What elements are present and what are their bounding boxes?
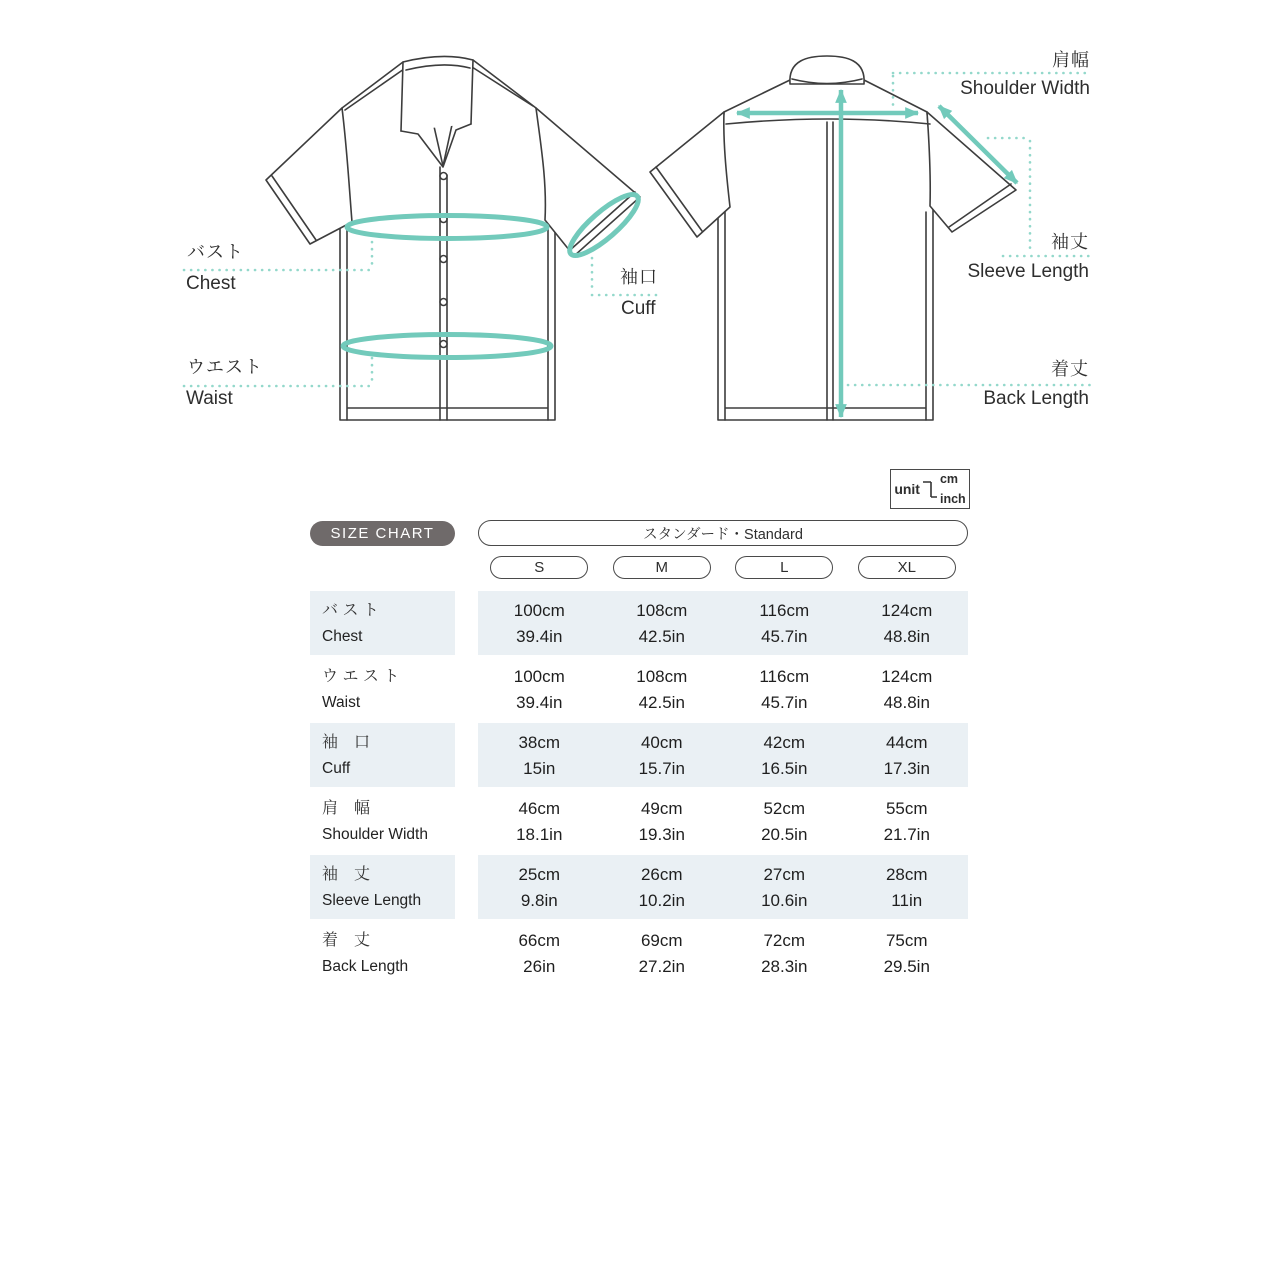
collection-pill: スタンダード・Standard bbox=[478, 520, 968, 546]
size-pill-s: S bbox=[490, 556, 588, 579]
cell-s: 38cm 15in bbox=[518, 733, 561, 778]
cell-xl: 28cm 11in bbox=[885, 865, 928, 910]
unit-inch: inch bbox=[939, 491, 966, 506]
back-length-label-en: Back Length bbox=[983, 388, 1089, 409]
row-label-jp: ウ エ ス ト bbox=[322, 668, 400, 685]
cell-s: 46cm 18.1in bbox=[516, 799, 563, 844]
row-label-en: Cuff bbox=[322, 760, 351, 777]
back-length-label-jp: 着丈 bbox=[1051, 359, 1089, 379]
back-shirt-drawing bbox=[650, 56, 1016, 420]
table-row-sleeve-length bbox=[310, 855, 968, 919]
waist-label-en: Waist bbox=[186, 388, 233, 409]
cell-xl: 124cm 48.8in bbox=[881, 601, 933, 646]
cell-m: 40cm 15.7in bbox=[638, 733, 685, 778]
row-label-en: Waist bbox=[322, 694, 361, 711]
row-label-en: Sleeve Length bbox=[322, 892, 422, 909]
unit-cm: cm bbox=[939, 472, 959, 486]
cell-xl: 55cm 21.7in bbox=[883, 799, 930, 844]
size-pill-m: M bbox=[613, 556, 711, 579]
cell-m: 108cm 42.5in bbox=[636, 667, 688, 712]
table-row-waist bbox=[310, 657, 968, 721]
size-chart-title-pill: SIZE CHART bbox=[310, 521, 455, 546]
size-pill-l: L bbox=[735, 556, 833, 579]
measurement-table bbox=[310, 591, 968, 987]
chest-label-jp: バスト bbox=[187, 242, 244, 262]
row-label-en: Back Length bbox=[322, 958, 409, 975]
cell-m: 108cm 42.5in bbox=[636, 601, 688, 646]
waist-label-jp: ウエスト bbox=[187, 357, 263, 377]
cuff-label-en: Cuff bbox=[621, 298, 656, 319]
cell-m: 26cm 10.2in bbox=[638, 865, 685, 910]
shoulder-width-label-jp: 肩幅 bbox=[1052, 50, 1090, 70]
shoulder-width-label-en: Shoulder Width bbox=[960, 78, 1090, 99]
cell-l: 72cm 28.3in bbox=[761, 931, 808, 976]
cell-s: 66cm 26in bbox=[518, 931, 561, 976]
sleeve-length-label-en: Sleeve Length bbox=[967, 261, 1089, 282]
cell-s: 25cm 9.8in bbox=[518, 865, 561, 910]
table-row-back-length bbox=[310, 921, 968, 985]
cell-l: 116cm 45.7in bbox=[759, 601, 810, 646]
cell-xl: 75cm 29.5in bbox=[883, 931, 930, 976]
row-label-jp: 袖 丈 bbox=[322, 866, 371, 883]
sleeve-length-label-jp: 袖丈 bbox=[1051, 232, 1089, 252]
row-label-en: Chest bbox=[322, 628, 363, 645]
cell-xl: 44cm 17.3in bbox=[883, 733, 930, 778]
cell-m: 49cm 19.3in bbox=[638, 799, 685, 844]
unit-legend-box bbox=[890, 469, 970, 509]
cell-m: 69cm 27.2in bbox=[638, 931, 685, 976]
cell-l: 116cm 45.7in bbox=[759, 667, 810, 712]
row-label-jp: 肩 幅 bbox=[322, 800, 371, 817]
table-row-cuff bbox=[310, 723, 968, 787]
table-row-chest bbox=[310, 591, 968, 655]
row-label-jp: 着 丈 bbox=[322, 932, 371, 949]
unit-label: unit bbox=[894, 481, 920, 497]
cuff-label-jp: 袖口 bbox=[620, 267, 658, 287]
cell-l: 42cm 16.5in bbox=[761, 733, 808, 778]
cell-s: 100cm 39.4in bbox=[513, 667, 565, 712]
unit-bracket-icon bbox=[922, 474, 938, 504]
cell-l: 52cm 20.5in bbox=[761, 799, 808, 844]
table-row-shoulder-width bbox=[310, 789, 968, 853]
cell-s: 100cm 39.4in bbox=[513, 601, 565, 646]
row-label-en: Shoulder Width bbox=[322, 826, 428, 843]
row-label-jp: バ ス ト bbox=[322, 602, 379, 619]
size-pill-xl: XL bbox=[858, 556, 956, 579]
cell-xl: 124cm 48.8in bbox=[881, 667, 933, 712]
size-header-row bbox=[478, 556, 968, 579]
chest-label-en: Chest bbox=[186, 273, 236, 294]
row-label-jp: 袖 口 bbox=[322, 734, 371, 751]
cell-l: 27cm 10.6in bbox=[761, 865, 808, 910]
